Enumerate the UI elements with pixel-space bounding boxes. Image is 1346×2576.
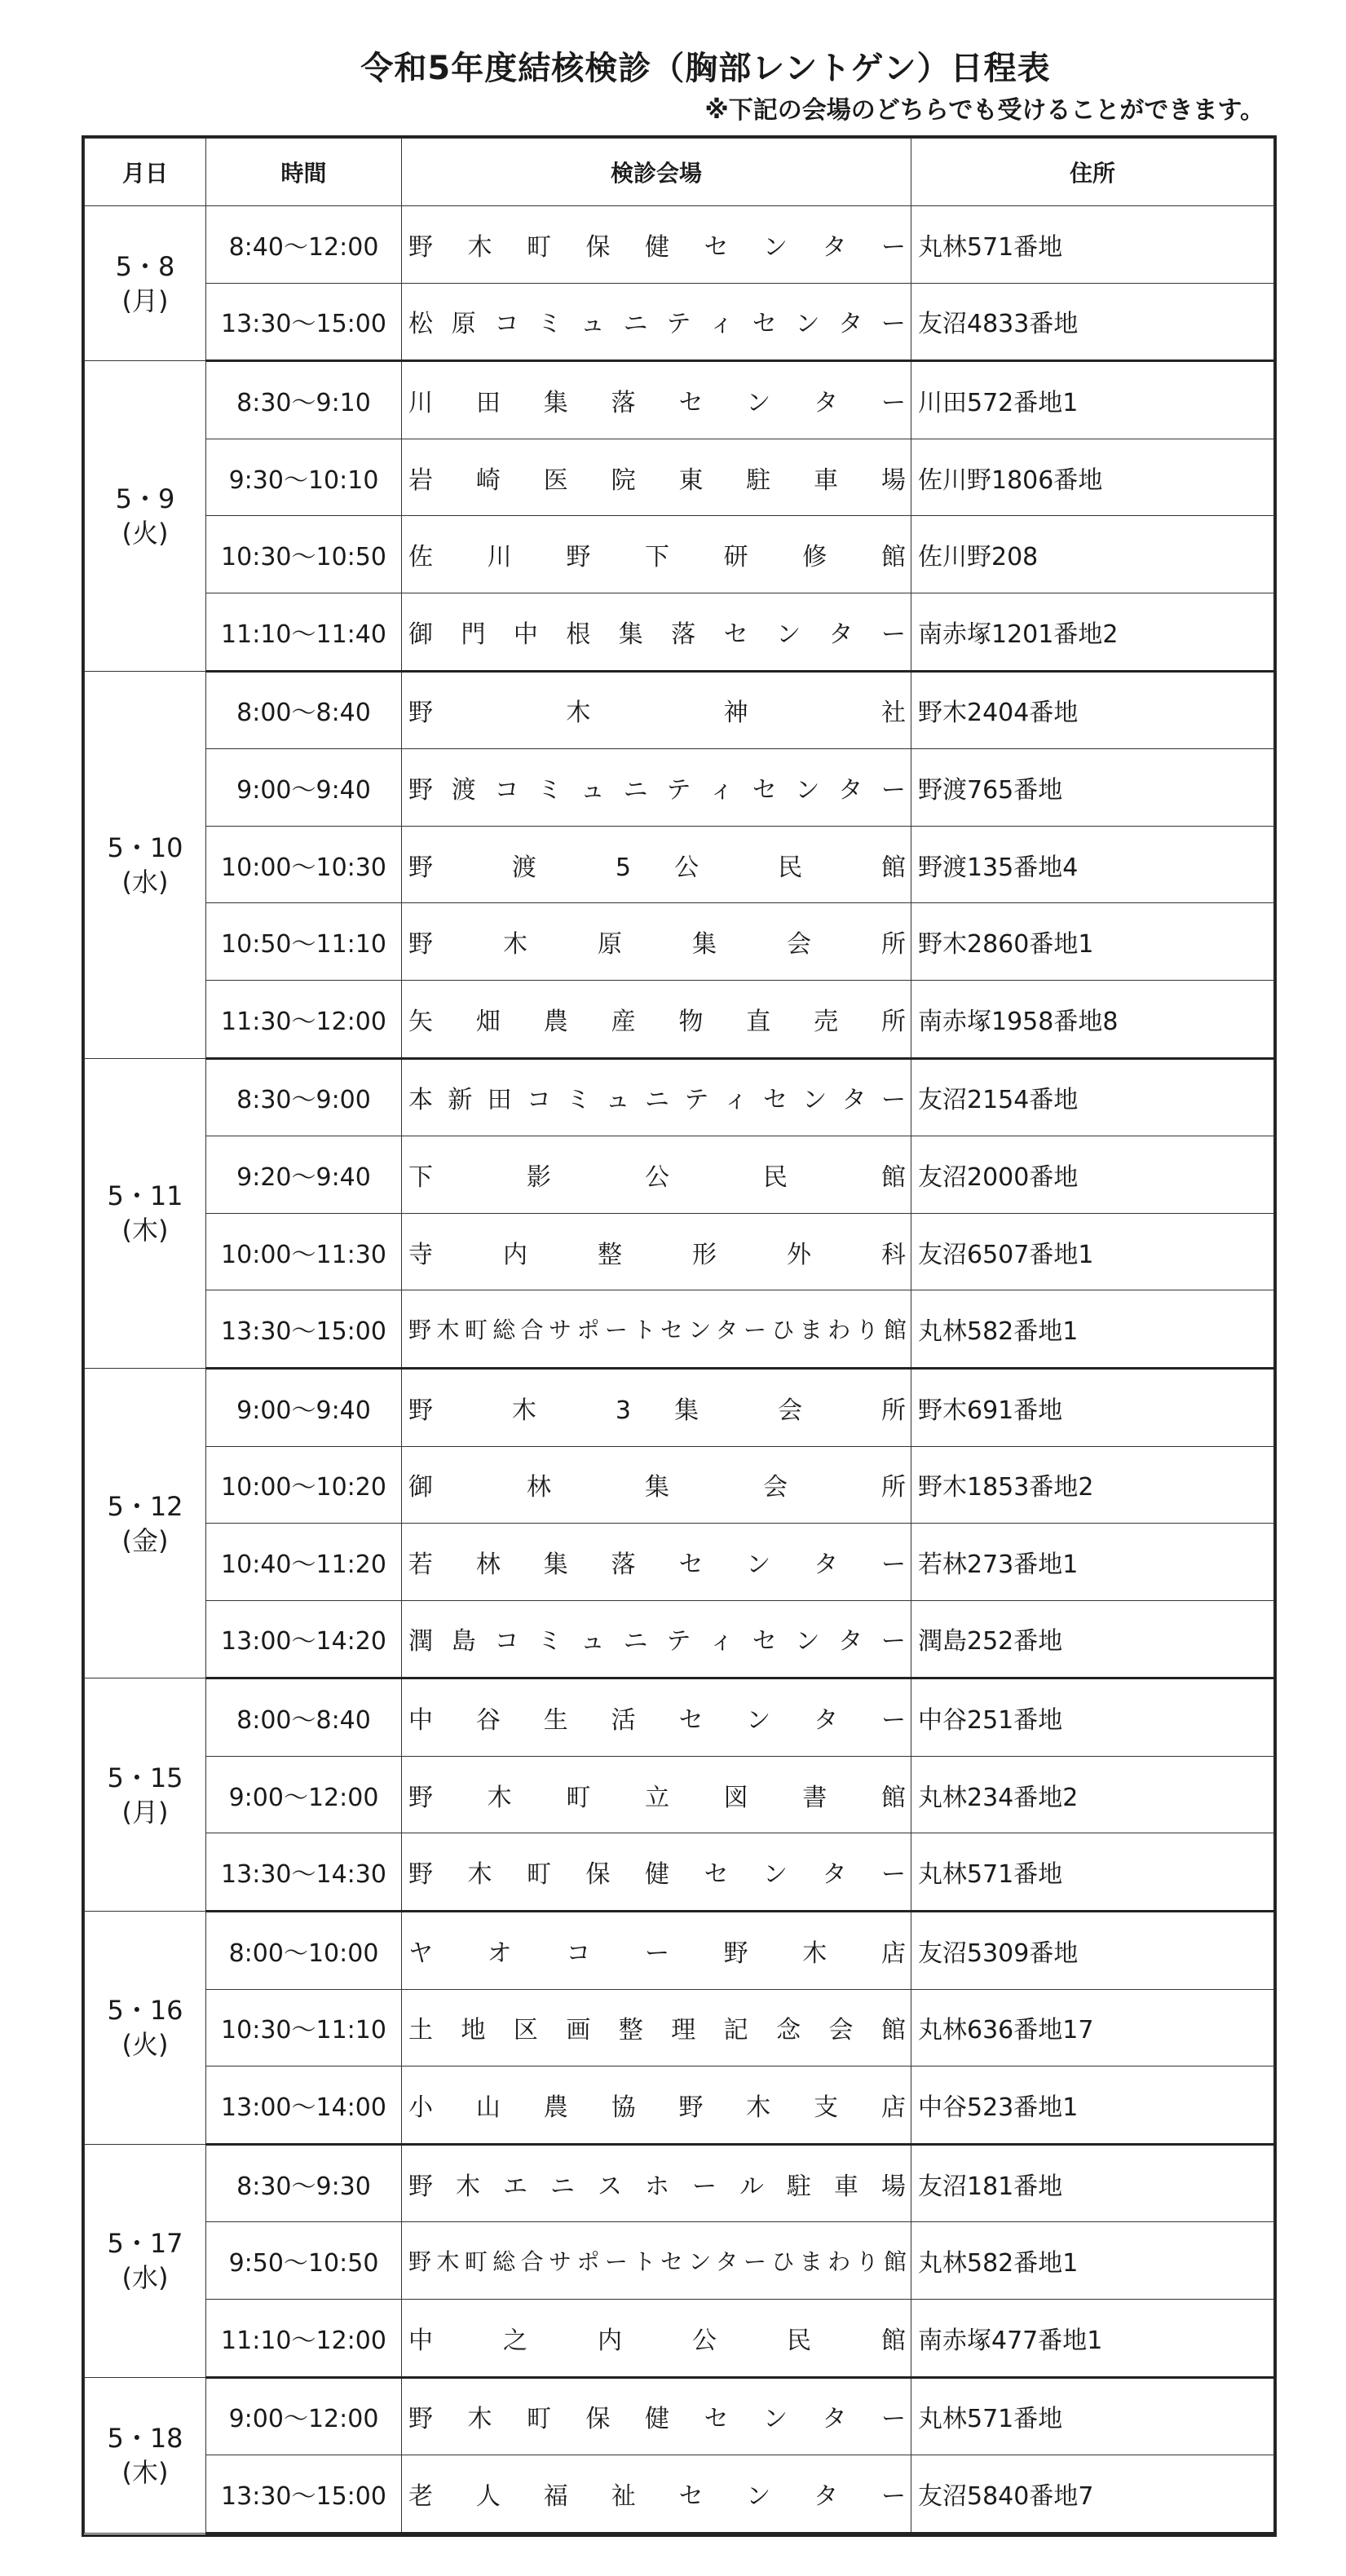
venue-cell: [402, 283, 911, 361]
address-cell: 丸林636番地17: [911, 1989, 1274, 2067]
table-row: [85, 1213, 1274, 1290]
time-cell: 9:30〜10:10: [206, 439, 402, 516]
table-row: [85, 361, 1274, 439]
date-label: 5・8: [115, 250, 175, 282]
venue-cell: [402, 593, 911, 671]
venue-note: ※下記の会場のどちらでも受けることができます。: [704, 96, 1264, 125]
venue-cell: [402, 903, 911, 981]
weekday-label: (木): [121, 1215, 169, 1246]
address-cell: 若林273番地1: [911, 1524, 1274, 1601]
address-cell: 丸林582番地1: [911, 2222, 1274, 2300]
weekday-label: (水): [121, 866, 169, 898]
table-row: [85, 1833, 1274, 1912]
venue-cell: [402, 1678, 911, 1757]
date-label: 5・9: [115, 483, 175, 514]
date-cell: [85, 1368, 206, 1678]
header-time: 時間: [206, 139, 402, 206]
time-cell: 11:10〜11:40: [206, 593, 402, 671]
venue-name: 若 林 集 落 セ ン タ ー: [408, 1550, 907, 1579]
venue-cell: [402, 1756, 911, 1833]
venue-cell: [402, 1290, 911, 1369]
date-cell: [85, 1058, 206, 1368]
venue-cell: [402, 2067, 911, 2145]
venue-cell: [402, 1368, 911, 1446]
time-cell: 10:00〜10:30: [206, 826, 402, 903]
venue-cell: [402, 361, 911, 439]
date-label: 5・11: [107, 1180, 183, 1212]
venue-name: 小 山 農 協 野 木 支 店: [408, 2093, 907, 2123]
time-cell: 8:00〜8:40: [206, 671, 402, 749]
table-row: [85, 593, 1274, 671]
schedule-body: [85, 206, 1274, 2534]
table-row: [85, 1600, 1274, 1678]
venue-name: 野木町総合サポートセンターひまわり館: [408, 1317, 906, 1344]
time-cell: 10:30〜11:10: [206, 1989, 402, 2067]
address-cell: 野木1853番地2: [911, 1446, 1274, 1524]
venue-cell: [402, 1989, 911, 2067]
address-cell: 丸林234番地2: [911, 1756, 1274, 1833]
venue-name: 中 之 内 公 民 館: [408, 2326, 906, 2355]
address-cell: 丸林571番地: [911, 1833, 1274, 1912]
venue-cell: [402, 1600, 911, 1678]
time-cell: 13:30〜15:00: [206, 283, 402, 361]
venue-name: 野 木 エ ニ ス ホ ー ル 駐 車 場: [408, 2172, 906, 2201]
address-cell: 野木691番地: [911, 1368, 1274, 1446]
page-title: 令和5年度結核検診（胸部レントゲン）日程表: [360, 50, 1051, 87]
address-cell: 友沼5309番地: [911, 1912, 1274, 1990]
time-cell: 11:30〜12:00: [206, 980, 402, 1058]
address-cell: 野木2404番地: [911, 671, 1274, 749]
date-cell: [85, 2144, 206, 2377]
venue-cell: [402, 516, 911, 593]
venue-cell: [402, 2222, 911, 2300]
time-cell: 9:20〜9:40: [206, 1136, 402, 1214]
time-cell: 10:00〜11:30: [206, 1213, 402, 1290]
venue-name: 野 木 町 立 図 書 館: [408, 1783, 906, 1812]
schedule-table: [84, 138, 1274, 2534]
table-row: [85, 980, 1274, 1058]
address-cell: 野渡765番地: [911, 749, 1274, 827]
venue-name: 野 木 町 保 健 セ ン タ ー: [408, 1860, 906, 1890]
table-row: [85, 1912, 1274, 1990]
address-cell: 友沼4833番地: [911, 283, 1274, 361]
table-row: [85, 1756, 1274, 1833]
venue-cell: [402, 980, 911, 1058]
date-cell: [85, 2377, 206, 2533]
time-cell: 9:00〜12:00: [206, 2377, 402, 2455]
weekday-label: (火): [121, 2029, 169, 2061]
venue-name: 川 田 集 落 セ ン タ ー: [408, 388, 907, 417]
address-cell: 川田572番地1: [911, 361, 1274, 439]
time-cell: 13:30〜15:00: [206, 2455, 402, 2534]
date-label: 5・17: [107, 2228, 183, 2260]
venue-cell: [402, 2144, 911, 2222]
venue-name: 老 人 福 祉 セ ン タ ー: [408, 2482, 907, 2512]
time-cell: 9:00〜12:00: [206, 1756, 402, 1833]
table-row: [85, 1989, 1274, 2067]
date-cell: [85, 361, 206, 671]
venue-cell: [402, 2300, 911, 2378]
table-row: [85, 1524, 1274, 1601]
venue-name: 寺 内 整 形 外 科: [408, 1240, 906, 1269]
address-cell: 中谷523番地1: [911, 2067, 1274, 2145]
venue-cell: [402, 2455, 911, 2534]
time-cell: 8:00〜8:40: [206, 1678, 402, 1757]
venue-cell: [402, 1833, 911, 1912]
table-row: [85, 439, 1274, 516]
address-cell: 南赤塚1201番地2: [911, 593, 1274, 671]
venue-name: 中 谷 生 活 セ ン タ ー: [408, 1706, 907, 1736]
table-row: [85, 1368, 1274, 1446]
weekday-label: (月): [121, 285, 169, 316]
date-label: 5・15: [107, 1762, 183, 1793]
date-cell: [85, 1678, 206, 1912]
time-cell: 8:30〜9:00: [206, 1058, 402, 1136]
date-label: 5・18: [107, 2422, 183, 2454]
venue-cell: [402, 749, 911, 827]
weekday-label: (木): [121, 2456, 169, 2488]
address-cell: 潤島252番地: [911, 1600, 1274, 1678]
date-cell: [85, 206, 206, 361]
venue-cell: [402, 1058, 911, 1136]
header-address: 住所: [911, 139, 1274, 206]
time-cell: 10:00〜10:20: [206, 1446, 402, 1524]
table-row: [85, 2377, 1274, 2455]
table-row: [85, 516, 1274, 593]
table-row: [85, 2144, 1274, 2222]
venue-cell: [402, 671, 911, 749]
schedule-table-frame: [82, 135, 1277, 2537]
date-cell: [85, 671, 206, 1058]
venue-cell: [402, 206, 911, 284]
address-cell: 友沼181番地: [911, 2144, 1274, 2222]
time-cell: 13:30〜14:30: [206, 1833, 402, 1912]
time-cell: 9:50〜10:50: [206, 2222, 402, 2300]
address-cell: 友沼6507番地1: [911, 1213, 1274, 1290]
time-cell: 8:30〜9:10: [206, 361, 402, 439]
venue-name: 野 木 神 社: [408, 699, 906, 728]
venue-cell: [402, 439, 911, 516]
venue-name: 矢 畑 農 産 物 直 売 所: [408, 1007, 907, 1036]
time-cell: 8:40〜12:00: [206, 206, 402, 284]
venue-name: 佐 川 野 下 研 修 館: [408, 543, 906, 572]
address-cell: 丸林571番地: [911, 206, 1274, 284]
time-cell: 10:30〜10:50: [206, 516, 402, 593]
venue-cell: [402, 1524, 911, 1601]
time-cell: 8:00〜10:00: [206, 1912, 402, 1990]
table-row: [85, 1446, 1274, 1524]
venue-name: 本 新 田 コ ミ ュ ニ テ ィ セ ン タ ー: [408, 1086, 906, 1115]
address-cell: 中谷251番地: [911, 1678, 1274, 1757]
table-row: [85, 826, 1274, 903]
table-row: [85, 2067, 1274, 2145]
date-cell: [85, 1912, 206, 2145]
venue-cell: [402, 2377, 911, 2455]
address-cell: 佐川野208: [911, 516, 1274, 593]
venue-name: 野木町総合サポートセンターひまわり館: [408, 2248, 906, 2276]
table-row: [85, 1058, 1274, 1136]
venue-name: 野 木 町 保 健 セ ン タ ー: [408, 2405, 906, 2434]
table-row: [85, 283, 1274, 361]
table-row: [85, 2222, 1274, 2300]
table-row: [85, 903, 1274, 981]
table-row: [85, 2300, 1274, 2378]
venue-name: 御 林 集 会 所: [408, 1473, 906, 1502]
address-cell: 野木2860番地1: [911, 903, 1274, 981]
address-cell: 佐川野1806番地: [911, 439, 1274, 516]
table-row: [85, 1136, 1274, 1214]
header-row: [85, 139, 1274, 206]
venue-cell: [402, 1912, 911, 1990]
date-label: 5・10: [107, 831, 183, 863]
venue-name: 潤 島 コ ミ ュ ニ テ ィ セ ン タ ー: [408, 1627, 906, 1656]
time-cell: 9:00〜9:40: [206, 1368, 402, 1446]
venue-name: 松 原 コ ミ ュ ニ テ ィ セ ン タ ー: [408, 310, 906, 339]
table-row: [85, 671, 1274, 749]
header-venue: 検診会場: [402, 139, 911, 206]
header-date: 月日: [85, 139, 206, 206]
venue-name: 御 門 中 根 集 落 セ ン タ ー: [408, 620, 906, 649]
venue-cell: [402, 1446, 911, 1524]
weekday-label: (金): [121, 1524, 169, 1556]
weekday-label: (月): [121, 1796, 169, 1828]
time-cell: 13:00〜14:00: [206, 2067, 402, 2145]
venue-name: 野 渡 5 公 民 館: [408, 853, 906, 882]
table-row: [85, 1290, 1274, 1369]
time-cell: 10:50〜11:10: [206, 903, 402, 981]
address-cell: 友沼2000番地: [911, 1136, 1274, 1214]
time-cell: 13:30〜15:00: [206, 1290, 402, 1369]
address-cell: 丸林582番地1: [911, 1290, 1274, 1369]
venue-name: 野 木 原 集 会 所: [408, 930, 906, 959]
venue-name: 野 渡 コ ミ ュ ニ テ ィ セ ン タ ー: [408, 775, 906, 805]
address-cell: 友沼5840番地7: [911, 2455, 1274, 2534]
date-label: 5・16: [107, 1995, 183, 2027]
time-cell: 13:00〜14:20: [206, 1600, 402, 1678]
venue-cell: [402, 1213, 911, 1290]
time-cell: 11:10〜12:00: [206, 2300, 402, 2378]
address-cell: 友沼2154番地: [911, 1058, 1274, 1136]
table-row: [85, 2455, 1274, 2534]
time-cell: 9:00〜9:40: [206, 749, 402, 827]
venue-name: 野 木 3 集 会 所: [408, 1396, 906, 1425]
table-row: [85, 749, 1274, 827]
date-label: 5・12: [107, 1490, 183, 1522]
venue-name: 岩 崎 医 院 東 駐 車 場: [408, 465, 907, 495]
table-row: [85, 206, 1274, 284]
venue-name: 野 木 町 保 健 セ ン タ ー: [408, 232, 906, 262]
address-cell: 南赤塚477番地1: [911, 2300, 1274, 2378]
table-row: [85, 1678, 1274, 1757]
time-cell: 10:40〜11:20: [206, 1524, 402, 1601]
venue-name: ヤ オ コ ー 野 木 店: [408, 1939, 906, 1968]
address-cell: 南赤塚1958番地8: [911, 980, 1274, 1058]
weekday-label: (火): [121, 517, 169, 549]
address-cell: 野渡135番地4: [911, 826, 1274, 903]
address-cell: 丸林571番地: [911, 2377, 1274, 2455]
weekday-label: (水): [121, 2262, 169, 2294]
venue-name: 下 影 公 民 館: [408, 1162, 906, 1192]
venue-cell: [402, 826, 911, 903]
venue-cell: [402, 1136, 911, 1214]
time-cell: 8:30〜9:30: [206, 2144, 402, 2222]
venue-name: 土 地 区 画 整 理 記 念 会 館: [408, 2016, 906, 2045]
